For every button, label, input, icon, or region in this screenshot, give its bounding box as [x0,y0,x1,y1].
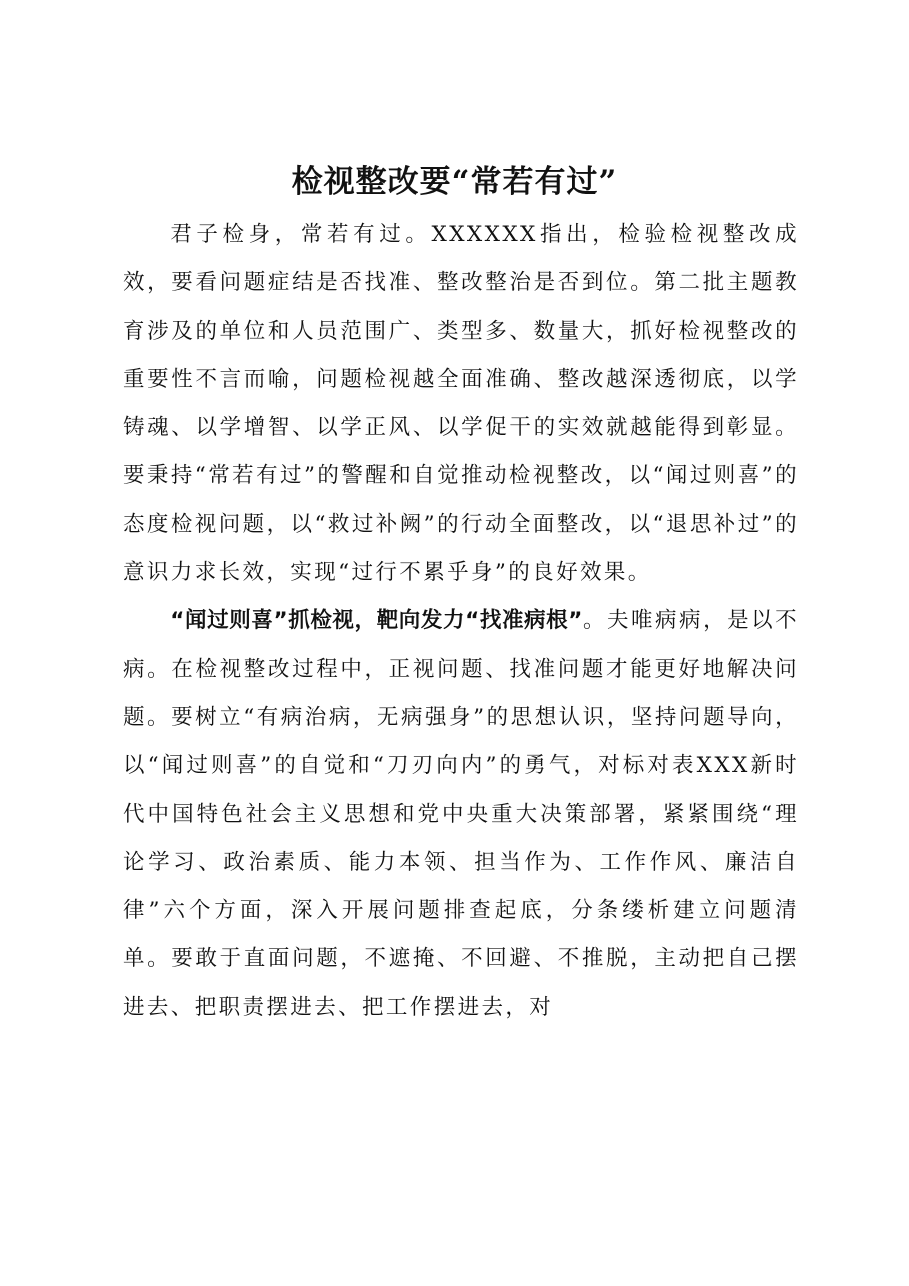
paragraph-2 [123,597,799,1032]
paragraph-2-lead-heading: “闻过则喜”抓检视，靶向发力“找准病根” [170,608,583,634]
document-title: 检视整改要“常若有过” [291,164,618,200]
paragraph-1 [123,211,799,597]
paragraph-2-text: 。夫唯病病，是以不病。在检视整改过程中，正视问题、找准问题才能更好地解决问题。要树立“有病治病，无病强身”的思想认识，坚持问题导向，以“闻过则喜”的自觉和“刀刃向内”的勇气，对标对表XXX新时代中国特色社会主义思想和党中央重大决策部署，紧紧围绕“理论学习、政治素质、能力本领、担当作为、工作作风、廉洁自律”六个方面，深入开展问题排查起底，分条缕析建立问题清单。要敢于直面问题，不遮掩、不回避、不推脱，主动把自己摆进去、把职责摆进去、把工作摆进去，对 [123,608,799,1020]
document-body [123,211,799,1032]
paragraph-1-text: 君子检身，常若有过。XXXXXX指出，检验检视整改成效，要看问题症结是否找准、整改整治是否到位。第二批主题教育涉及的单位和人员范围广、类型多、数量大，抓好检视整改的重要性不言而喻，问题检视越全面准确、整改越深透彻底，以学铸魂、以学增智、以学正风、以学促干的实效就越能得到彰显。要秉持“常若有过”的警醒和自觉推动检视整改，以“闻过则喜”的态度检视问题，以“救过补阙”的行动全面整改，以“退思补过”的意识力求长效，实现“过行不累乎身”的良好效果。 [123,222,799,586]
